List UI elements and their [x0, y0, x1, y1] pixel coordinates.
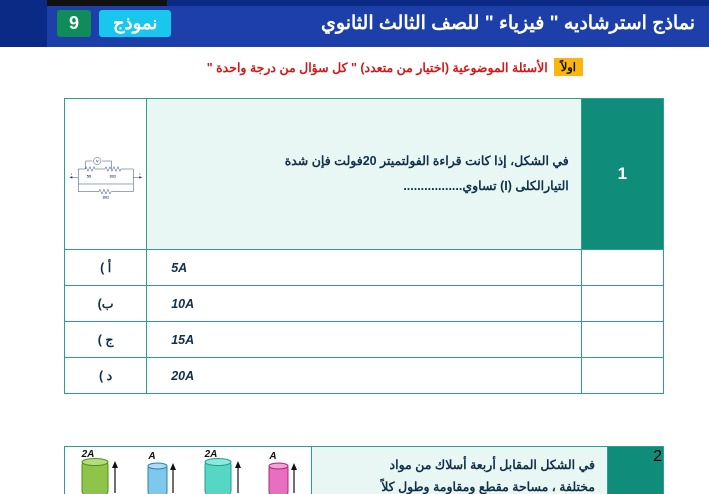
option-row-c[interactable]: [65, 322, 664, 358]
resistor-bottom-label: 10Ω: [102, 195, 109, 200]
option-d-value[interactable]: 20A: [147, 358, 582, 394]
option-row-d[interactable]: [65, 358, 664, 394]
question-2-text-line1: في الشكل المقابل أربعة أسلاك من مواد: [389, 458, 595, 472]
option-row-b[interactable]: [65, 286, 664, 322]
option-a-value[interactable]: 5A: [147, 250, 582, 286]
page-title: نماذج استرشاديه " فيزياء " للصف الثالث الثانوي: [321, 13, 695, 34]
option-b-spacer: [581, 286, 663, 322]
wire-3: [204, 449, 241, 494]
section-title: الأسئلة الموضوعية (اختيار من متعدد) " كل سؤال من درجة واحدة ": [206, 60, 548, 75]
question-2-table: [64, 446, 664, 494]
header-black-strip: [47, 0, 167, 6]
wire-3-label: 2A: [204, 449, 218, 460]
option-d-spacer: [581, 358, 663, 394]
question-2-row: [65, 447, 664, 494]
option-c-value[interactable]: 15A: [147, 322, 582, 358]
wires-diagram: [65, 447, 311, 494]
wire-2-label: A: [148, 451, 156, 462]
wire-1-label: 2A: [81, 449, 95, 460]
option-c-letter[interactable]: ج ): [65, 322, 147, 358]
current-arrow-right: [139, 176, 142, 179]
wires-svg: [65, 447, 311, 494]
option-d-letter[interactable]: د ): [65, 358, 147, 394]
question-2-number: 2: [608, 447, 664, 494]
question-1-number: 1: [581, 99, 663, 250]
question-1-text: [147, 99, 582, 250]
circuit-svg: [65, 99, 146, 249]
question-2-figure-cell: [65, 447, 312, 494]
resistor-right-label: 10Ω: [109, 174, 116, 179]
current-label-right: I: [139, 171, 141, 176]
option-row-a[interactable]: [65, 250, 664, 286]
header-left-block: [0, 0, 47, 47]
wire-2: [147, 451, 176, 494]
question-1-text-line2: التيارالكلى (I) تساوي.................: [403, 179, 569, 193]
model-number-badge: 9: [57, 10, 91, 37]
question-2-text: [312, 447, 608, 494]
question-1-table: [64, 98, 664, 394]
question-1-text-line1: في الشكل، إذا كانت قراءة الفولتميتر 20فولت فإن شدة: [284, 154, 569, 168]
current-arrow-left: [70, 176, 73, 179]
section-heading: [207, 58, 583, 76]
option-b-value[interactable]: 10A: [147, 286, 582, 322]
circuit-diagram: [65, 99, 146, 249]
question-1-header-row: [65, 99, 664, 250]
section-tag: اولاً: [554, 58, 583, 76]
model-badge-label: نموذج: [99, 10, 171, 37]
page-header: [0, 0, 709, 47]
resistor-left-label: 5Ω: [86, 174, 92, 179]
voltmeter-label: V: [96, 159, 99, 164]
option-a-spacer: [581, 250, 663, 286]
resistor-bottom-symbol: [99, 189, 112, 194]
question-2-text-line2: مختلفة ، مساحة مقطع ومقاومة وطول كلاً: [381, 479, 595, 494]
option-a-letter[interactable]: أ ): [65, 250, 147, 286]
current-label-left: I: [71, 171, 73, 176]
wire-4-label: A: [269, 451, 277, 462]
option-b-letter[interactable]: ب): [65, 286, 147, 322]
resistor-left-symbol: [85, 167, 96, 172]
option-c-spacer: [581, 322, 663, 358]
wire-4: [268, 451, 297, 494]
question-1-figure-cell: [65, 99, 147, 250]
resistor-right-symbol: [105, 167, 122, 172]
wire-1: [81, 449, 118, 494]
